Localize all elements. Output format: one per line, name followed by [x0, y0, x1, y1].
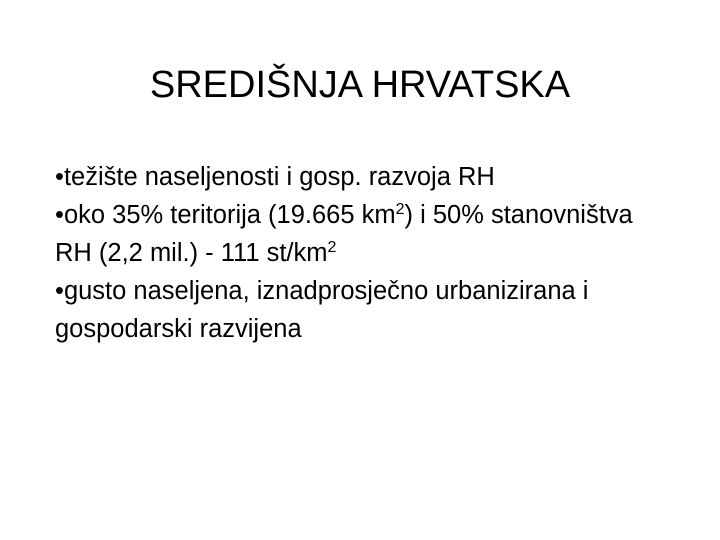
bullet-text: gusto naseljena, iznadprosječno urbanizirana i gospodarski razvijena	[55, 277, 589, 343]
bullet-list	[55, 158, 675, 348]
bullet-text: težište naseljenosti i gosp. razvoja RH	[63, 163, 495, 191]
superscript: 2	[327, 239, 337, 256]
bullet-marker: •	[55, 201, 64, 229]
slide-title: SREDIŠNJA HRVATSKA	[149, 64, 571, 106]
bullet-item	[55, 158, 675, 196]
bullet-text: oko 35% teritorija (19.665 km	[63, 201, 396, 229]
bullet-marker: •	[55, 277, 64, 305]
bullet-item	[55, 196, 675, 272]
bullet-marker: •	[55, 163, 64, 191]
bullet-item	[55, 272, 675, 348]
superscript: 2	[395, 201, 405, 218]
bullet-text: ) i 50% stanovništva RH (2,2 mil.) - 111 st/km	[55, 201, 633, 267]
